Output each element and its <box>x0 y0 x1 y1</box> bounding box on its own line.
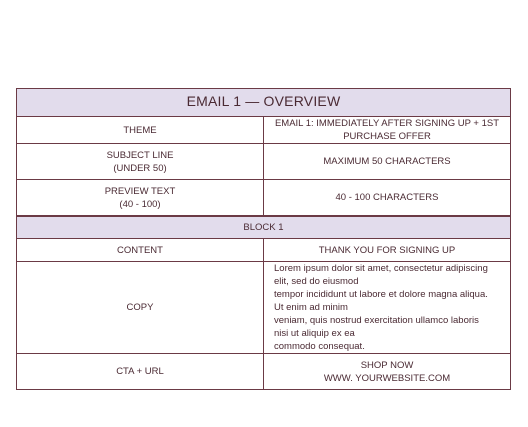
preview-text-value: 40 - 100 CHARACTERS <box>264 180 511 216</box>
cta-text: SHOP NOW <box>360 359 414 371</box>
cta-url: WWW. YOURWEBSITE.COM <box>323 372 451 384</box>
table-row <box>17 180 511 216</box>
table-row <box>17 144 511 180</box>
block-table <box>16 216 511 390</box>
cta-value <box>264 354 511 390</box>
table-row <box>17 354 511 390</box>
overview-table <box>16 88 511 216</box>
content-label: CONTENT <box>17 239 264 262</box>
overview-title: EMAIL 1 — OVERVIEW <box>186 93 341 109</box>
overview-header <box>17 89 511 117</box>
cta-label: CTA + URL <box>17 354 264 390</box>
subject-line-label: SUBJECT LINE (UNDER 50) <box>17 144 264 180</box>
theme-value: EMAIL 1: IMMEDIATELY AFTER SIGNING UP + 1ST PURCHASE OFFER <box>264 117 511 144</box>
preview-text-label: PREVIEW TEXT (40 - 100) <box>17 180 264 216</box>
table-row <box>17 239 511 262</box>
block-title: BLOCK 1 <box>243 222 284 233</box>
copy-value: Lorem ipsum dolor sit amet, consectetur adipiscing elit, sed do eiusmod tempor incididunt ut labore et dolore magna aliqua. Ut enim ad minim veniam, quis nostrud exercitation ullamco laboris nisi ut aliquip ex ea commodo consequat. <box>264 262 511 354</box>
block-header <box>17 217 511 239</box>
subject-line-value: MAXIMUM 50 CHARACTERS <box>264 144 511 180</box>
content-value: THANK YOU FOR SIGNING UP <box>264 239 511 262</box>
table-row <box>17 117 511 144</box>
copy-label: COPY <box>17 262 264 354</box>
table-row <box>17 262 511 354</box>
theme-label: THEME <box>17 117 264 144</box>
